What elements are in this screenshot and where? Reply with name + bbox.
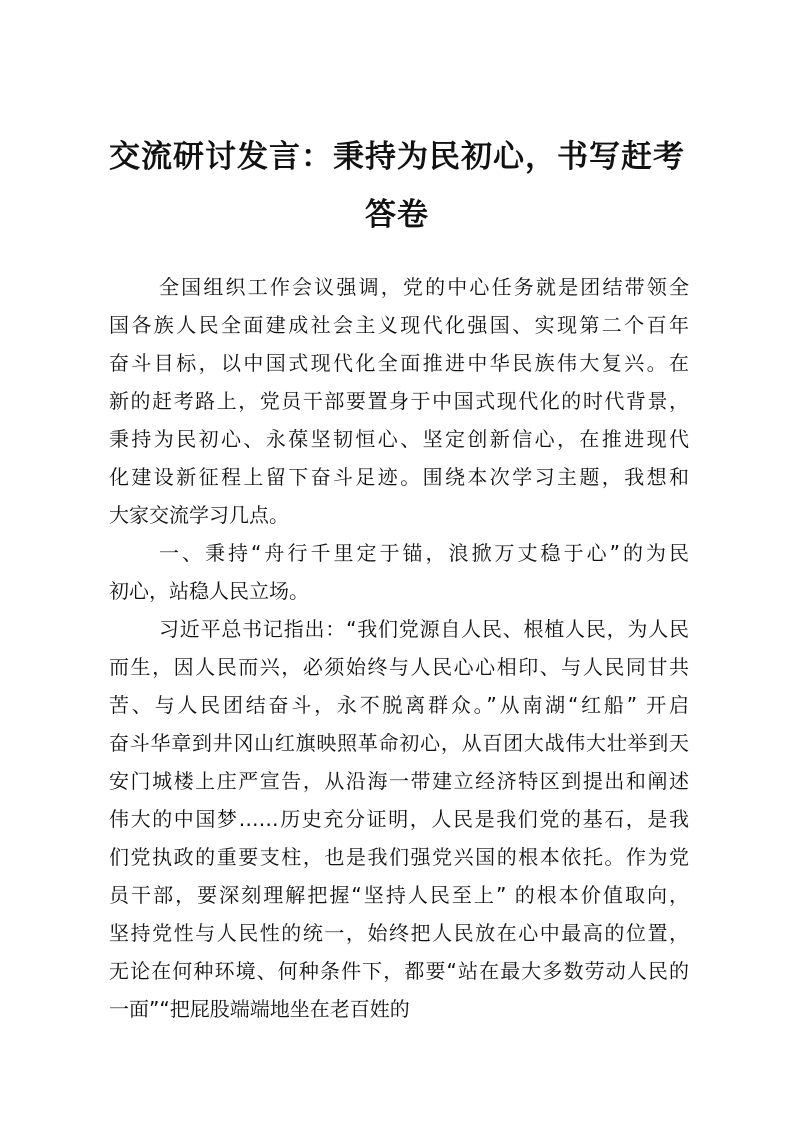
- paragraph-2: [109, 534, 689, 610]
- text-line: 习近平总书记指出：“我们党源自人民、根植人民，为人民: [159, 617, 689, 641]
- text-line: 化建设新征程上留下奋斗足迹。围绕本次学习主题，我想和: [109, 465, 689, 489]
- text-line: 员干部，要深刻理解把握“坚持人民至上” 的根本价值取向，: [109, 883, 689, 907]
- paragraph-1: [109, 268, 689, 534]
- text-line: 全国组织工作会议强调，党的中心任务就是团结带领全: [159, 275, 689, 299]
- title-line-1: 交流研讨发言：秉持为民初心，书写赶考: [109, 139, 685, 175]
- text-line: 新的赶考路上，党员干部要置身于中国式现代化的时代背景，: [109, 389, 689, 413]
- text-line: 安门城楼上庄严宣告，从沿海一带建立经济特区到提出和阐述: [109, 769, 689, 793]
- text-line: 奋斗目标，以中国式现代化全面推进中华民族伟大复兴。在: [109, 351, 689, 375]
- text-line: 奋斗华章到井冈山红旗映照革命初心，从百团大战伟大壮举到天: [109, 731, 689, 755]
- document-body: [109, 268, 689, 1028]
- text-line: 苦、与人民团结奋斗，永不脱离群众。”从南湖“红船” 开启: [109, 693, 689, 717]
- text-line: 秉持为民初心、永葆坚韧恒心、坚定创新信心，在推进现代: [109, 427, 689, 451]
- text-line: 大家交流学习几点。: [109, 503, 289, 527]
- text-line: 国各族人民全面建成社会主义现代化强国、实现第二个百年: [109, 313, 689, 337]
- text-line: 一面”“把屁股端端地坐在老百姓的: [109, 997, 410, 1021]
- text-line: 伟大的中国梦……历史充分证明，人民是我们党的基石，是我: [109, 807, 689, 831]
- paragraph-3: [109, 610, 689, 1028]
- text-line: 一、秉持“舟行千里定于锚，浪掀万丈稳于心”的为民: [159, 541, 689, 565]
- text-line: 坚持党性与人民性的统一，始终把人民放在心中最高的位置，: [109, 921, 689, 945]
- document-title: [100, 128, 694, 244]
- text-line: 初心，站稳人民立场。: [109, 579, 309, 603]
- title-line-2: 答卷: [365, 197, 429, 233]
- text-line: 们党执政的重要支柱，也是我们强党兴国的根本依托。作为党: [109, 845, 689, 869]
- text-line: 而生，因人民而兴，必须始终与人民心心相印、与人民同甘共: [109, 655, 689, 679]
- text-line: 无论在何种环境、何种条件下，都要“站在最大多数劳动人民的: [109, 959, 689, 983]
